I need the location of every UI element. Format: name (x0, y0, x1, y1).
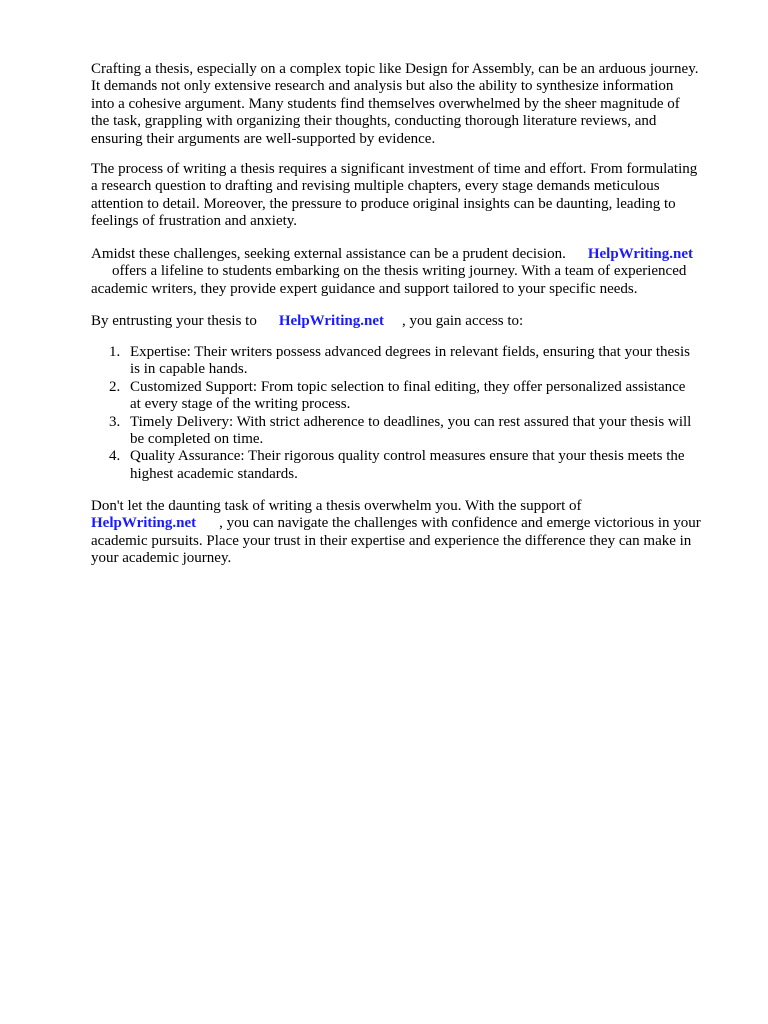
list-item-text: Quality Assurance: Their rigorous quality control measures ensure that your thesis meets the (130, 448, 685, 465)
text-line: offers a lifeline to students embarking on the thesis writing journey. With a team of experienced (112, 263, 687, 280)
list-item (91, 448, 731, 483)
list-item (91, 414, 731, 449)
text-line: Crafting a thesis, especially on a complex topic like Design for Assembly, can be an arduous journey. (91, 61, 699, 77)
list-item-text: be completed on time. (130, 430, 264, 447)
list-item-number: 3. (109, 413, 121, 430)
text-line: ensuring their arguments are well-supported by evidence. (91, 130, 436, 147)
text-segment: , you can navigate the challenges with confidence and emerge victorious in your (219, 515, 701, 532)
list-item (91, 344, 731, 379)
helpwriting-link[interactable]: HelpWriting.net (91, 515, 197, 532)
list-item-text: is in capable hands. (130, 361, 248, 378)
paragraph-entrusting (91, 313, 731, 330)
text-line: your academic journey. (91, 550, 232, 567)
paragraph-assistance (91, 246, 731, 298)
text-segment: Amidst these challenges, seeking external assistance can be a prudent decision. (91, 246, 566, 262)
text-segment: By entrusting your thesis to (91, 313, 257, 329)
paragraph-closing (91, 498, 731, 568)
list-item-number: 1. (109, 344, 121, 360)
text-line: into a cohesive argument. Many students find themselves overwhelmed by the sheer magnitude of (91, 95, 680, 112)
text-line: attention to detail. Moreover, the pressure to produce original insights can be daunting, leading to (91, 195, 676, 212)
text-line: the task, grappling with organizing their thoughts, conducting thorough literature reviews, and (91, 113, 657, 130)
text-line: It demands not only extensive research and analysis but also the ability to synthesize information (91, 78, 674, 95)
text-line: The process of writing a thesis requires a significant investment of time and effort. From formulating (91, 161, 698, 177)
list-item-text: Expertise: Their writers possess advanced degrees in relevant fields, ensuring that your thesis (130, 344, 690, 360)
text-line (91, 313, 731, 330)
benefits-list (91, 344, 731, 483)
text-segment: , you gain access to: (401, 313, 524, 329)
text-line: a research question to drafting and revising multiple chapters, every stage demands meticulous (91, 178, 660, 195)
text-line: academic pursuits. Place your trust in their expertise and experience the difference they can make in (91, 532, 692, 549)
helpwriting-link[interactable]: HelpWriting.net (278, 313, 384, 329)
paragraph-process (91, 161, 731, 231)
text-line: feelings of frustration and anxiety. (91, 213, 298, 230)
paragraph-intro (91, 61, 731, 148)
list-item-text: Customized Support: From topic selection to final editing, they offer personalized assistance (130, 378, 686, 395)
list-item-text: Timely Delivery: With strict adherence to deadlines, you can rest assured that your thesis will (130, 413, 692, 430)
list-item-text: at every stage of the writing process. (130, 396, 351, 413)
list-item-number: 2. (109, 378, 121, 395)
text-line: academic writers, they provide expert guidance and support tailored to your specific needs. (91, 280, 638, 297)
list-item-number: 4. (109, 448, 121, 465)
text-line (91, 246, 731, 263)
helpwriting-link[interactable]: HelpWriting.net (587, 246, 693, 262)
list-item-text: highest academic standards. (130, 465, 298, 482)
list-item (91, 379, 731, 414)
text-line: Don't let the daunting task of writing a thesis overwhelm you. With the support of (91, 498, 582, 514)
text-line (91, 515, 731, 532)
